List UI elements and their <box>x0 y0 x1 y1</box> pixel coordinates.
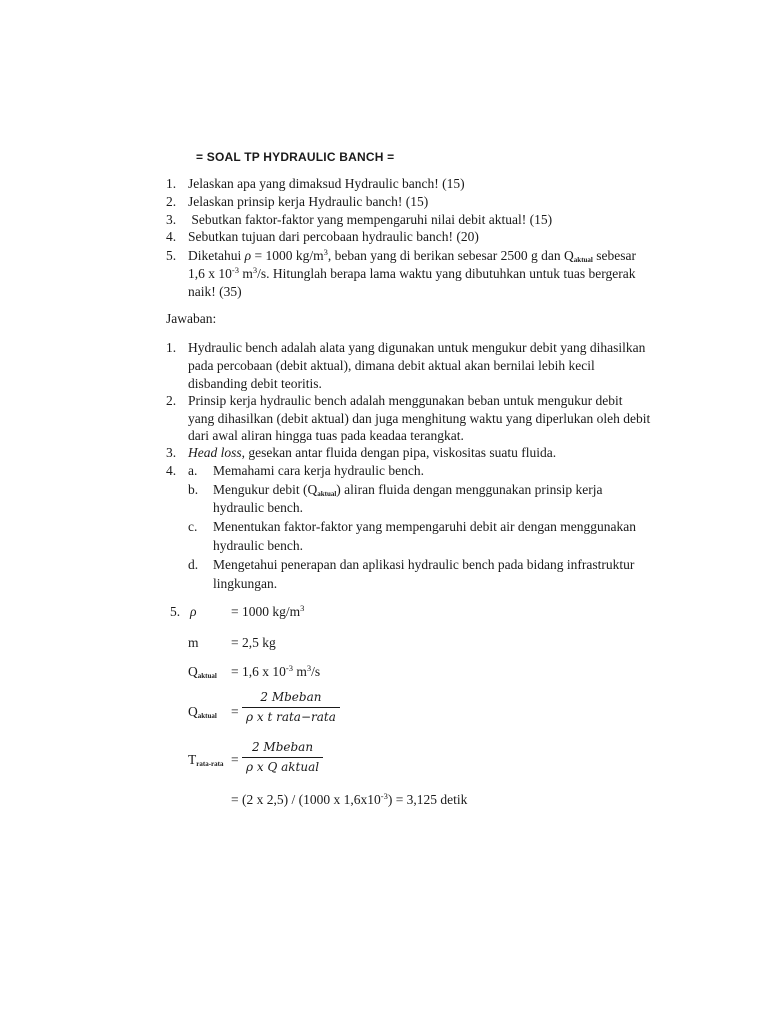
answer-4a-text: Memahami cara kerja hydraulic bench. <box>213 463 425 478</box>
superscript: 3 <box>252 265 258 275</box>
answer-number: 3. <box>166 445 177 460</box>
answer-4c-text: Menentukan faktor-faktor yang mempengaruhi debit air dengan menggunakan <box>213 519 636 534</box>
calc-rho-label: ρ <box>190 604 197 619</box>
q5-text: = 1000 kg/m <box>251 248 324 263</box>
question-text: Jelaskan prinsip kerja Hydraulic banch! (15) <box>188 194 429 209</box>
denominator: ρ x t rata−rata <box>246 710 336 724</box>
answer-3 <box>166 444 556 462</box>
calc-m-value: = 2,5 kg <box>231 635 276 650</box>
answer-text: , gesekan antar fluida dengan pipa, viskositas suatu fluida. <box>241 445 557 460</box>
numerator: 2 Mbeban <box>242 740 323 758</box>
value-text: = (2 x 2,5) / (1000 x 1,6x10 <box>231 792 381 807</box>
subscript: rata-rata <box>196 760 224 768</box>
calc-number: 5. <box>170 604 181 619</box>
question-1 <box>166 175 465 193</box>
superscript: 3 <box>323 247 328 257</box>
answer-4b-letter: b. <box>188 482 199 497</box>
t-rata-rata-formula <box>242 740 323 775</box>
superscript: 3 <box>300 603 305 613</box>
question-number: 5. <box>166 248 177 263</box>
answer-2-number: 2. <box>166 393 177 408</box>
q5-text: sebesar <box>592 248 636 263</box>
calc-rho-value <box>231 603 304 621</box>
question-5-line-2 <box>188 265 636 283</box>
question-3 <box>166 211 552 229</box>
answer-1-line: Hydraulic bench adalah alata yang digunakan untuk mengukur debit yang dihasilkan <box>188 340 646 355</box>
calc-q-value <box>231 663 320 681</box>
q-aktual-formula <box>242 690 340 725</box>
answer-4b-text <box>213 481 602 499</box>
answer-2-line: dari awal aliran hingga tuas pada keadaa terangkat. <box>188 428 464 443</box>
q5-text: Diketahui <box>188 248 245 263</box>
calc-final-result <box>231 791 467 809</box>
fraction <box>242 690 340 725</box>
fraction <box>242 740 323 775</box>
superscript: 3 <box>306 663 312 673</box>
head-loss-term: Head loss <box>188 445 242 460</box>
answer-4c-letter: c. <box>188 519 198 534</box>
calc-q-label <box>188 663 217 681</box>
question-4 <box>166 228 479 246</box>
superscript: -3 <box>231 265 239 275</box>
answer-text: ) aliran fluida dengan menggunakan prinsip kerja <box>336 482 603 497</box>
calc-q2-equals: = <box>231 704 239 719</box>
question-number: 2. <box>166 194 177 209</box>
answer-4d-letter: d. <box>188 557 199 572</box>
page-title: = SOAL TP HYDRAULIC BANCH = <box>196 150 395 164</box>
subscript: aktual <box>317 490 337 498</box>
answer-1-number: 1. <box>166 340 177 355</box>
question-number: 3. <box>166 212 177 227</box>
question-number: 4. <box>166 229 177 244</box>
answer-text: Mengukur debit (Q <box>213 482 318 497</box>
answer-4a-letter: a. <box>188 463 198 478</box>
q5-text: /s. Hitunglah berapa lama waktu yang dibutuhkan untuk tuas bergerak <box>257 266 636 281</box>
answer-2-line: yang dihasilkan (debit aktual) dan juga menghitung waktu yang diperlukan oleh debit <box>188 411 651 426</box>
value-text: ) = 3,125 detik <box>387 792 468 807</box>
calc-m-label: m <box>188 635 199 650</box>
calc-q2-label <box>188 703 217 721</box>
value-text: = 1,6 x 10 <box>231 664 286 679</box>
label-text: Q <box>188 704 198 719</box>
subscript: aktual <box>573 256 593 264</box>
value-text: m <box>292 664 307 679</box>
q5-text: m <box>238 266 253 281</box>
question-5-line-3: naik! (35) <box>188 284 242 299</box>
q5-text: 1,6 x 10 <box>188 266 232 281</box>
jawaban-label: Jawaban: <box>166 311 217 326</box>
answer-4d-text: Mengetahui penerapan dan aplikasi hydraulic bench pada bidang infrastruktur <box>213 557 635 572</box>
denominator: ρ x Q aktual <box>246 760 320 774</box>
calc-t-equals: = <box>231 752 239 767</box>
question-text: Sebutkan tujuan dari percobaan hydraulic banch! (20) <box>188 229 479 244</box>
answer-1-line: disbanding debit teoritis. <box>188 376 322 391</box>
question-text: Sebutkan faktor-faktor yang mempengaruhi nilai debit aktual! (15) <box>188 212 553 227</box>
value-text: = 1000 kg/m <box>231 604 301 619</box>
answer-4b-line-2: hydraulic bench. <box>213 500 303 515</box>
answer-2-line: Prinsip kerja hydraulic bench adalah menggunakan beban untuk mengukur debit <box>188 393 623 408</box>
value-text: /s <box>311 664 321 679</box>
answer-1-line: pada percobaan (debit aktual), dimana debit aktual akan bernilai lebih kecil <box>188 358 595 373</box>
answer-4c-line-2: hydraulic bench. <box>213 538 303 553</box>
subscript: aktual <box>197 672 217 680</box>
question-number: 1. <box>166 176 177 191</box>
superscript: -3 <box>285 663 293 673</box>
answer-4-number: 4. <box>166 463 177 478</box>
question-text: Jelaskan apa yang dimaksud Hydraulic banch! (15) <box>188 176 465 191</box>
numerator: 2 Mbeban <box>242 690 340 708</box>
question-5 <box>166 247 636 265</box>
label-text: T <box>188 752 197 767</box>
answer-4d-line-2: lingkungan. <box>213 576 278 591</box>
rho-symbol: ρ <box>244 248 252 263</box>
question-2 <box>166 193 428 211</box>
calc-t-label <box>188 751 223 769</box>
subscript: aktual <box>197 712 217 720</box>
label-text: Q <box>188 664 198 679</box>
q5-text: , beban yang di berikan sebesar 2500 g dan Q <box>327 248 574 263</box>
superscript: -3 <box>380 791 388 801</box>
